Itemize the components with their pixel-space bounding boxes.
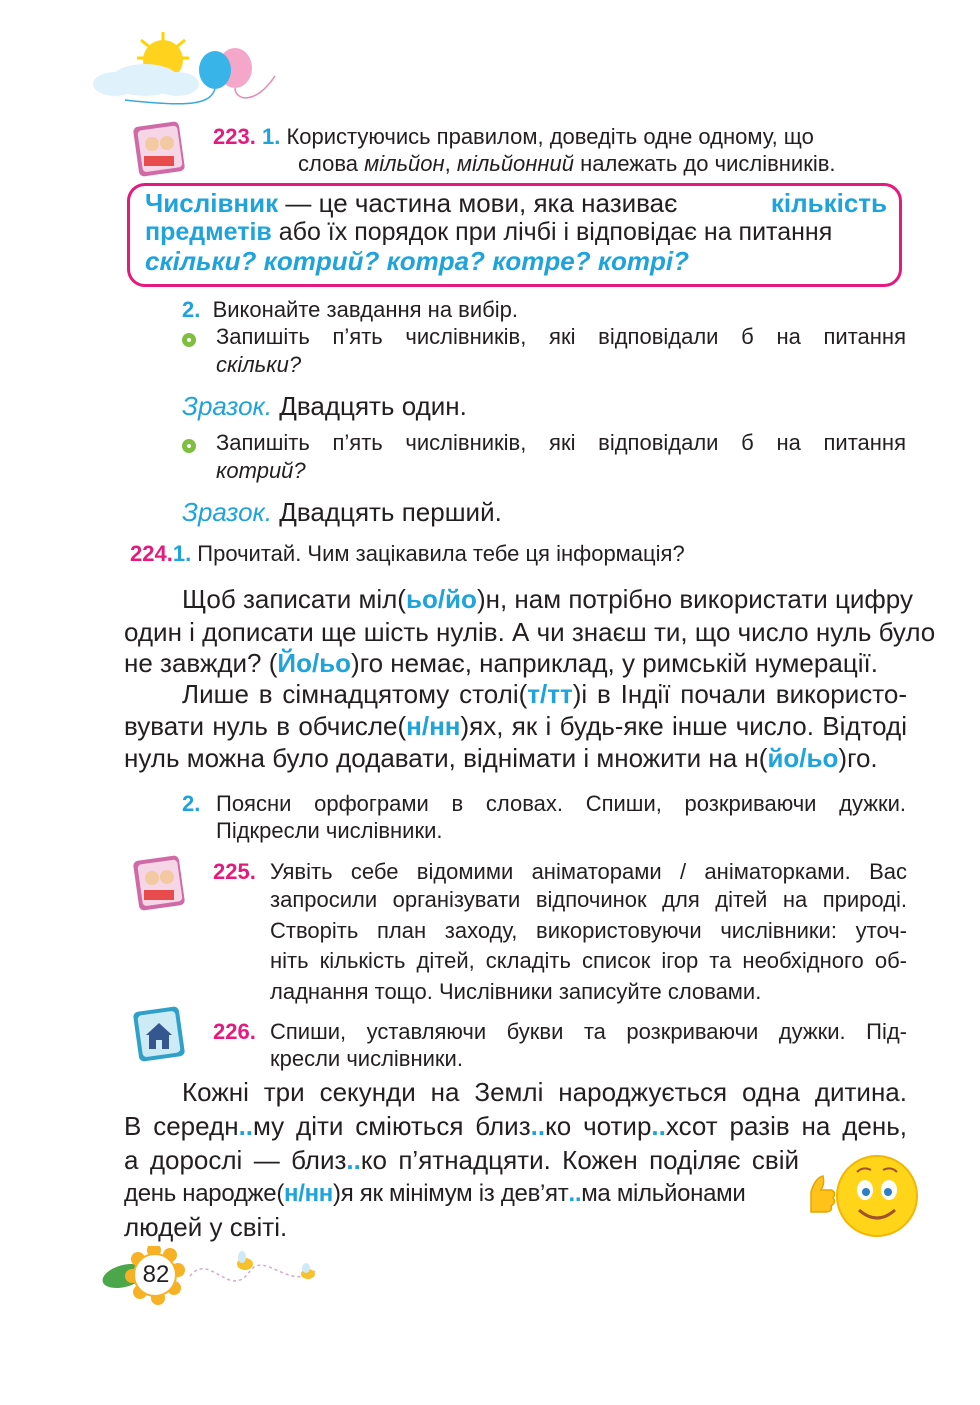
text: В середн — [124, 1111, 239, 1141]
text: Лише в сімнадцятому столі( — [182, 679, 528, 709]
rule-text: або їх порядок при лічбі і відповідає на питання — [271, 218, 833, 246]
green-bullet-icon — [182, 439, 196, 453]
gap-dots: .. — [346, 1145, 361, 1175]
gap-dots: .. — [568, 1180, 582, 1207]
text: Щоб записати міл( — [182, 584, 406, 614]
ex226-l1: Спиши, уставляючи букви та розкриваючи дужки. Під- — [270, 1019, 907, 1044]
rule-questions: скільки? котрий? котра? котре? котрі? — [145, 246, 689, 276]
sample-label: Зразок. — [182, 391, 273, 421]
word-italic: мільйонний — [456, 151, 574, 176]
gap-dots: .. — [238, 1111, 254, 1141]
ex225-l2: запросили організувати відпочинок для дітей на природі. — [270, 887, 907, 912]
orthogram: ьо/йо — [405, 584, 477, 614]
sample1 — [182, 391, 467, 422]
task2-title-line — [182, 297, 518, 323]
task-text: слова — [298, 151, 365, 176]
text-224-p1-l3 — [124, 648, 878, 679]
children-reading-icon — [132, 852, 187, 914]
orthogram: н/нн — [284, 1180, 334, 1207]
text-224-p1-l1 — [182, 584, 913, 615]
orthogram: йо/ьо — [767, 743, 839, 773]
text-224-p2-l2 — [124, 711, 907, 742]
bullet1-line1: Запишіть п’ять числівників, які відповідали б на питання — [216, 324, 906, 349]
text-226-l1: Кожні три секунди на Землі народжується одна дитина. — [182, 1077, 907, 1107]
rule-line2 — [145, 218, 832, 247]
text: )го немає, наприклад, у римській нумерації. — [351, 648, 878, 678]
sub-number: 2. — [182, 791, 201, 816]
task-224-2-l2: Підкресли числівники. — [216, 818, 443, 843]
task-224-2-l1: Поясни орфограми в словах. Спиши, розкриваючи дужки. — [216, 791, 906, 816]
orthogram: н/нн — [406, 711, 461, 741]
sub-number: 1. — [172, 541, 192, 566]
text-224-p2-l1 — [182, 679, 907, 710]
text: му діти сміються близ — [253, 1111, 531, 1141]
rule-keyword: кількість — [770, 188, 887, 218]
text-226-l2 — [124, 1111, 907, 1142]
sub-number: 2. — [182, 297, 201, 322]
text: ко п’ятнадцяти. Кожен поділяє свій — [360, 1145, 799, 1175]
text: день народже( — [124, 1180, 285, 1207]
text: ко чотир — [545, 1111, 652, 1141]
ex225-l5: ладнання тощо. Числівники записуйте словами. — [270, 979, 762, 1004]
flower-page-badge-icon — [100, 1246, 330, 1308]
text-224-p2-l3 — [124, 743, 878, 774]
bullet2-line1: Запишіть п’ять числівників, які відповідали б на питання — [216, 430, 906, 455]
text: ма мільйонами — [581, 1180, 746, 1207]
green-bullet-icon — [182, 333, 196, 347]
word-italic: мільйон — [364, 151, 445, 176]
exercise-number: 225. — [213, 859, 256, 884]
sample-label: Зразок. — [182, 497, 273, 527]
smiley-thumbs-up-icon — [805, 1150, 920, 1240]
orthogram: Йо/ьо — [277, 648, 352, 678]
text-226-l3 — [124, 1145, 799, 1176]
text: нуль можна було додавати, віднімати і множити на н( — [124, 743, 768, 773]
text: )я як мінімум із дев’ят — [333, 1180, 569, 1207]
text: )н, нам потрібно використати цифру — [476, 584, 913, 614]
exercise-number: 226. — [213, 1019, 256, 1044]
sample-text: Двадцять один. — [272, 391, 467, 421]
bullet2-line2: котрий? — [216, 458, 306, 483]
sample2 — [182, 497, 502, 528]
exercise-223-line2 — [298, 151, 836, 177]
bullet1-line2: скільки? — [216, 352, 302, 377]
exercise-223-line1 — [213, 124, 907, 150]
exercise-224-title — [130, 541, 685, 567]
text: )ях, як і будь-яке інше число. Відтоді — [460, 711, 907, 741]
text: не завжди? ( — [124, 648, 278, 678]
exercise-number: 223. — [213, 124, 256, 149]
ex226-l2: кресли числівники. — [270, 1046, 463, 1071]
rule-term: Числівник — [145, 188, 279, 218]
task-text: , — [444, 151, 457, 176]
text-226-l4 — [124, 1180, 745, 1208]
rule-text: — це частина мови, яка називає — [278, 188, 685, 218]
text: а дорослі — близ — [124, 1145, 347, 1175]
text: )го. — [838, 743, 878, 773]
ex225-l4: ніть кількість дітей, складіть список ігор та необхідного об- — [270, 948, 907, 973]
task-224-2 — [182, 791, 200, 817]
task-text: належать до числівників. — [573, 151, 836, 176]
task-text: Виконайте завдання на вибір. — [212, 297, 518, 322]
rule-line1 — [145, 188, 887, 219]
gap-dots: .. — [530, 1111, 546, 1141]
house-icon — [132, 1005, 187, 1063]
sun-cloud-balloons-icon — [85, 28, 285, 128]
orthogram: т/тт — [527, 679, 573, 709]
exercise-number: 224. — [130, 541, 173, 566]
sample-text: Двадцять перший. — [272, 497, 502, 527]
ex225-l3: Створіть план заходу, використовуючи числівники: уточ- — [270, 918, 907, 943]
text-226-l5: людей у світі. — [124, 1212, 288, 1242]
ex225-l1: Уявіть себе відомими аніматорами / аніматорками. Вас — [270, 859, 907, 884]
text: )і в Індії почали використо- — [572, 679, 907, 709]
rule-keyword: предметів — [145, 218, 272, 246]
children-reading-icon — [132, 118, 187, 180]
gap-dots: .. — [651, 1111, 666, 1141]
text: хсот разів на день, — [665, 1111, 908, 1141]
task-text: Користуючись правилом, доведіть одне одному, що — [286, 124, 814, 149]
text-224-p1-l2: один і дописати ще шість нулів. А чи знаєш ти, що число нуль було — [124, 617, 936, 647]
page-number: 82 — [142, 1261, 170, 1288]
task-text: Прочитай. Чим зацікавила тебе ця інформація? — [191, 541, 685, 566]
sub-number: 1. — [261, 124, 281, 149]
text: вувати нуль в обчисле( — [124, 711, 407, 741]
